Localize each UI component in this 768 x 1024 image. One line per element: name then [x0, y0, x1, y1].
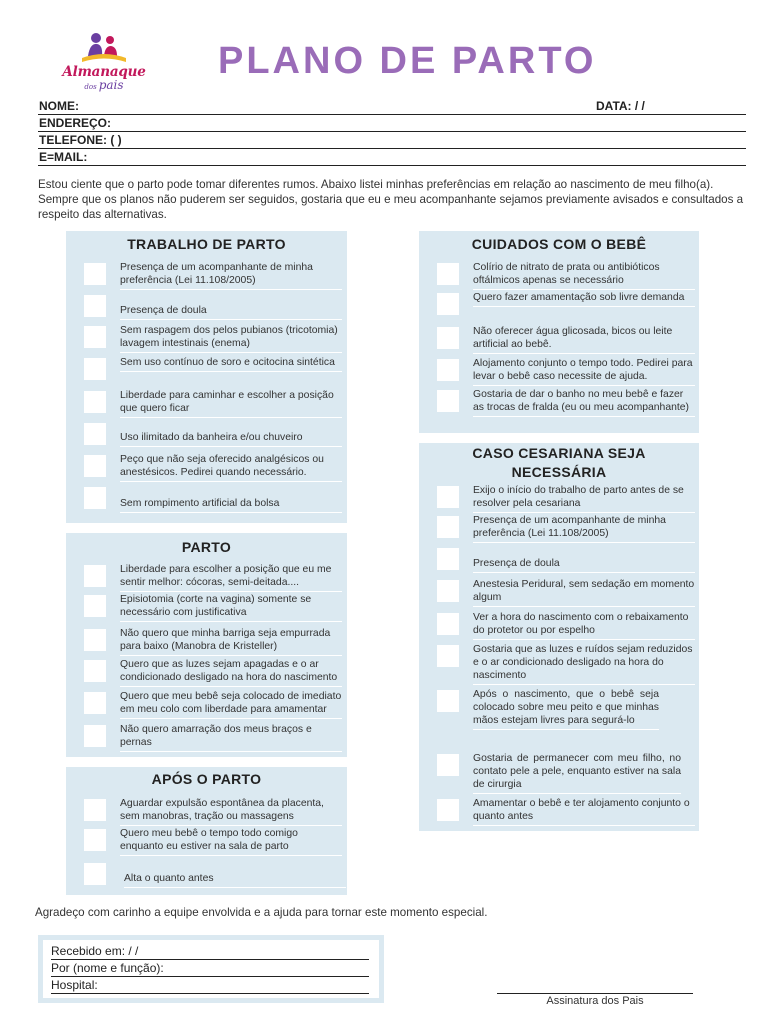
logo: [58, 32, 150, 94]
checkbox[interactable]: [84, 863, 106, 885]
hospital-field[interactable]: Hospital:: [51, 978, 369, 994]
telefone-label: TELEFONE: ( ): [39, 133, 122, 147]
recebido-em-field[interactable]: Recebido em: / /: [51, 944, 369, 960]
checkbox[interactable]: [437, 548, 459, 570]
checkbox[interactable]: [437, 293, 459, 315]
page-title: PLANO DE PARTO: [218, 40, 597, 82]
panel-cuidados-com-o-bebe: CUIDADOS COM O BEBÊ Colírio de nitrato de prata ou antibióticos oftálmicos apenas se necessário Quero fazer amamentação sob livre demanda Não oferecer água glicosada, bicos ou leite artificial ao bebê. Alojamento conjunto o tempo todo. Pedirei para levar o bebê caso necessite de ajuda. Gostaria de dar o banho no meu bebê e fazer as trocas de fralda (eu ou meu acompanhante): [419, 231, 699, 433]
checkbox[interactable]: [437, 390, 459, 412]
por-nome-funcao-field[interactable]: Por (nome e função):: [51, 961, 369, 977]
checkbox[interactable]: [84, 487, 106, 509]
checkbox[interactable]: [84, 629, 106, 651]
family-icon: [80, 32, 128, 64]
checkbox[interactable]: [84, 692, 106, 714]
checkbox[interactable]: [437, 327, 459, 349]
checkbox[interactable]: [84, 263, 106, 285]
checkbox[interactable]: [84, 829, 106, 851]
checkbox[interactable]: [84, 725, 106, 747]
checkbox[interactable]: [437, 645, 459, 667]
thanks-text: Agradeço com carinho a equipe envolvida e a ajuda para tornar este momento especial.: [35, 906, 488, 919]
signature-line[interactable]: [497, 993, 693, 994]
checkbox[interactable]: [84, 295, 106, 317]
email-label: E=MAIL:: [39, 150, 88, 164]
email-field[interactable]: [38, 149, 746, 166]
checkbox[interactable]: [437, 613, 459, 635]
checkbox[interactable]: [84, 391, 106, 413]
nome-field[interactable]: [38, 98, 746, 115]
panel-parto: PARTO Liberdade para escolher a posição que eu me sentir melhor: cócoras, semi-deitada.... Episiotomia (corte na vagina) somente se necessário com justificativa Não quero que minha barriga seja empurrada para baixo (Manobra de Kristeller) Quero que as luzes sejam apagadas e o ar condicionado desligado na hora do nascimento Quero que meu bebê seja colocado de imediato em meu colo com liberdade para amamentar Não quero amarração dos meus braços e pernas: [66, 533, 347, 757]
checkbox[interactable]: [437, 754, 459, 776]
panel-title: TRABALHO DE PARTO: [127, 236, 286, 252]
checkbox[interactable]: [437, 263, 459, 285]
panel-title: APÓS O PARTO: [151, 771, 262, 787]
panel-trabalho-de-parto: TRABALHO DE PARTO Presença de um acompanhante de minha preferência (Lei 11.108/2005) Presença de doula Sem raspagem dos pelos pubianos (tricotomia) lavagem intestinais (enema) Sem uso contínuo de soro e ocitocina sintética Liberdade para caminhar e escolher a posição que quero ficar Uso ilimitado da banheira e/ou chuveiro Peço que não seja oferecido analgésicos ou anestésicos. Pedirei quando necessário. Sem rompimento artificial da bolsa: [66, 231, 347, 523]
panel-title-line2: NECESSÁRIA: [511, 464, 607, 480]
panel-title: CUIDADOS COM O BEBÊ: [471, 236, 647, 252]
receipt-box: [38, 935, 384, 1003]
checkbox[interactable]: [84, 595, 106, 617]
checkbox[interactable]: [84, 565, 106, 587]
logo-wordmark: Almanaque: [62, 64, 146, 80]
checkbox[interactable]: [437, 690, 459, 712]
checkbox[interactable]: [437, 799, 459, 821]
signature-label: Assinatura dos Pais: [546, 995, 644, 1007]
endereco-field[interactable]: [38, 115, 746, 132]
checkbox[interactable]: [437, 516, 459, 538]
logo-subtitle: dos pais: [84, 78, 124, 92]
checkbox[interactable]: [84, 423, 106, 445]
panel-caso-cesariana: CASO CESARIANA SEJA NECESSÁRIA Exijo o início do trabalho de parto antes de se resolver pela cesariana Presença de um acompanhante de minha preferência (Lei 11.108/2005) Presença de doula Anestesia Peridural, sem sedação em momento algum Ver a hora do nascimento com o rebaixamento do protetor ou por espelho Gostaria que as luzes e ruídos sejam reduzidos e o ar condicionado desligado na hora do nascimento Após o nascimento, que o bebê seja colocado sobre meu peito e que minhas mãos estejam livres para segurá-lo Gostaria de permanecer com meu filho, no contato pele a pele, enquanto estiver na sala de cirurgia Amamentar o bebê e ter alojamento conjunto o quanto antes: [419, 443, 699, 831]
panel-apos-o-parto: APÓS O PARTO Aguardar expulsão espontânea da placenta, sem manobras, tração ou massagens Quero meu bebê o tempo todo comigo enquanto eu estiver na sala de parto Alta o quanto antes: [66, 767, 347, 895]
endereco-label: ENDEREÇO:: [39, 116, 112, 130]
intro-text: Estou ciente que o parto pode tomar diferentes rumos. Abaixo listei minhas preferências em relação ao nascimento de meu filho(a). Sempre que os planos não puderem ser seguidos, gostaria que eu e meu acompanhante sejamos previamente avisados e consultados a respeito das alternativas.: [38, 178, 744, 221]
checkbox[interactable]: [84, 799, 106, 821]
checkbox[interactable]: [84, 455, 106, 477]
checkbox[interactable]: [437, 486, 459, 508]
checkbox[interactable]: [437, 359, 459, 381]
checkbox[interactable]: [437, 580, 459, 602]
telefone-field[interactable]: [38, 132, 746, 149]
checkbox[interactable]: [84, 326, 106, 348]
panel-title-line1: CASO CESARIANA SEJA: [472, 445, 646, 461]
data-label: DATA: / /: [596, 99, 645, 113]
checkbox[interactable]: [84, 660, 106, 682]
panel-title: PARTO: [181, 539, 232, 555]
nome-label: NOME:: [39, 99, 79, 113]
checkbox[interactable]: [84, 358, 106, 380]
